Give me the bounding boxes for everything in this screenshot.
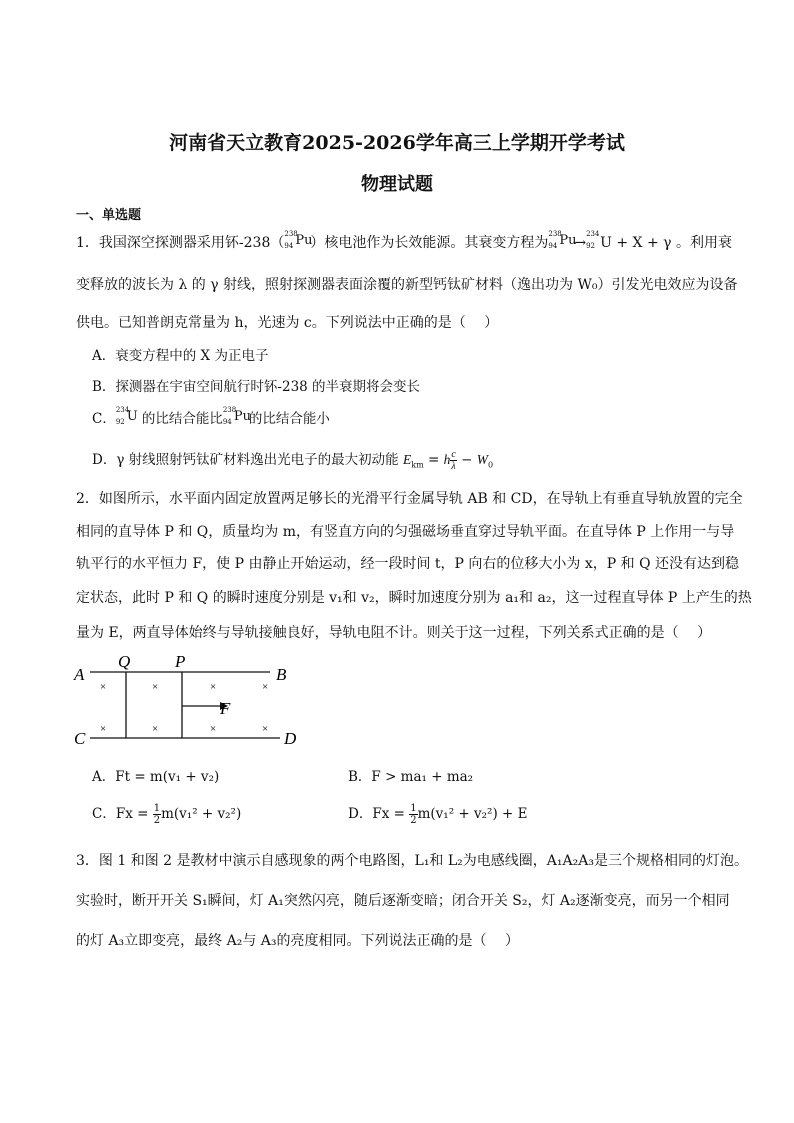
section-heading: 一、单选题 xyxy=(76,208,142,223)
q2-line-4: 定状态，此时 P 和 Q 的瞬时速度分别是 v₁和 v₂，瞬时加速度分别为 a₁和 a₂，这一过程直导体 P 上产生的热 xyxy=(76,590,752,606)
q1-option-b: B．探测器在宇宙空间航行时钚-238 的半衰期将会变长 xyxy=(92,379,421,395)
pu-nuclide-eq: 238 94 Pu xyxy=(548,230,577,250)
q1-option-a: A．衰变方程中的 X 为正电子 xyxy=(92,348,269,364)
q2-option-d: D．Fx = $\frac{1}{2}$ m(v₁² + v₂²) + E xyxy=(348,803,528,826)
q2-line-3: 轨平行的水平恒力 F，使 P 由静止开始运动，经一段时间 t，P 向右的位移大小为 x，P 和 Q 还没有达到稳 xyxy=(76,556,740,572)
q1-line-2: 变释放的波长为 λ 的 γ 射线，照射探测器表面涂覆的新型钙钛矿材料（逸出功为 W₀）引发光电效应为设备 xyxy=(76,277,738,293)
field-mark: × xyxy=(210,723,217,735)
q3-line-3: 的灯 A₃立即变亮，最终 A₂与 A₃的亮度相同。下列说法正确的是（ ） xyxy=(76,933,519,949)
field-mark: × xyxy=(262,681,269,693)
pu-nuclide: 238 94 Pu xyxy=(284,230,313,250)
label-d: D xyxy=(284,729,297,748)
rail-diagram xyxy=(70,650,310,750)
field-mark: × xyxy=(152,723,159,735)
field-mark: × xyxy=(100,681,107,693)
label-p: P xyxy=(175,652,186,671)
q3-line-2: 实验时，断开开关 S₁瞬间，灯 A₁突然闪亮，随后逐渐变暗；闭合开关 S₂，灯 A₂逐渐变亮，而另一个相同 xyxy=(76,893,730,909)
q2-line-5: 量为 E，两直导体始终与导轨接触良好，导轨电阻不计。则关于这一过程，下列关系式正确的是（ ） xyxy=(76,625,712,641)
exam-title: 河南省天立教育2025-2026学年高三上学期开学考试 xyxy=(169,132,625,154)
field-mark: × xyxy=(152,681,159,693)
label-q: Q xyxy=(118,652,131,671)
q1-line-1: 1．我国深空探测器采用钚-238（ 238 94 Pu ）核电池作为长效能源。其衰变方程为 238 94 Pu → 234 92 U + X + γ 。利用衰 xyxy=(76,230,732,251)
field-mark: × xyxy=(210,681,217,693)
q2-option-c: C．Fx = $\frac{1}{2}$ m(v₁² + v₂²) xyxy=(92,803,242,826)
q1-option-c: C． 234 92 U 的比结合能比 238 94 Pu 的比结合能小 xyxy=(92,406,330,427)
q1-text-b: ）核电池作为长效能源。其衰变方程为 xyxy=(310,235,549,251)
label-b: B xyxy=(276,665,287,684)
q2-option-b: B．F > ma₁ + ma₂ xyxy=(348,769,474,785)
q2-option-a: A．Ft = m(v₁ + v₂) xyxy=(92,769,220,785)
field-marks xyxy=(100,681,268,735)
q2-line-2: 相同的直导体 P 和 Q，质量均为 m，有竖直方向的匀强磁场垂直穿过导轨平面。在直导体 P 上作用一与导 xyxy=(76,524,735,540)
pu-nuclide-c: 238 94 Pu xyxy=(222,406,251,426)
q1-text-c: U + X + γ 。利用衰 xyxy=(600,235,732,251)
q1-line-3: 供电。已知普朗克常量为 h，光速为 c。下列说法中正确的是（ ） xyxy=(76,315,499,331)
field-mark: × xyxy=(100,723,107,735)
label-c: C xyxy=(74,729,86,748)
u-nuclide-eq: 234 92 xyxy=(586,230,600,250)
exam-subtitle: 物理试题 xyxy=(361,174,433,195)
q1-text-a: 1．我国深空探测器采用钚-238（ xyxy=(76,235,285,251)
label-a: A xyxy=(74,665,85,684)
field-mark: × xyxy=(262,723,269,735)
q3-line-1: 3．图 1 和图 2 是教材中演示自感现象的两个电路图，L₁和 L₂为电感线圈，A₁A₂A₃是三个规格相同的灯泡。 xyxy=(76,853,748,869)
label-f: F xyxy=(220,699,231,718)
q1-option-d: D．γ 射线照射钙钛矿材料逸出光电子的最大初动能 $E_{km} = h$ $\frac{c}{\lambda}$ − $W_0$ xyxy=(92,449,494,472)
u-nuclide: 234 92 U xyxy=(115,406,138,426)
q2-line-1: 2．如图所示，水平面内固定放置两足够长的光滑平行金属导轨 AB 和 CD，在导轨上有垂直导轨放置的完全 xyxy=(76,491,743,507)
